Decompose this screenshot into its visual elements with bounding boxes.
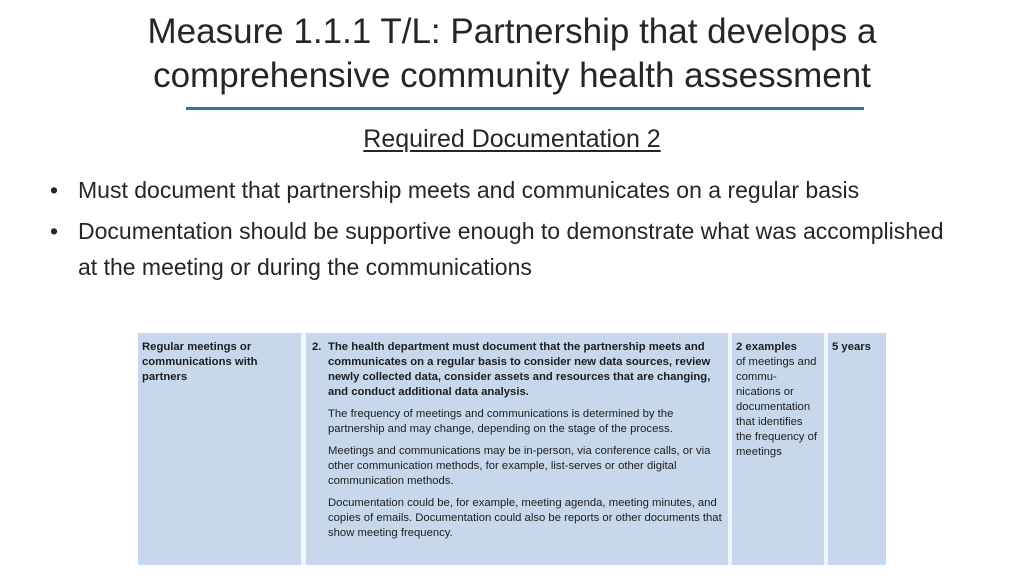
requirement-text: The health department must document that the partnership meets and communicates on a regular basis to consider new data sources, review newly collected data, consider assets and resources that are changing, and conduct additional data analysis. <box>328 341 711 398</box>
slide-title <box>0 10 1024 98</box>
examples-cell <box>732 333 824 565</box>
slide-subtitle: Required Documentation 2 <box>363 125 661 153</box>
bullet-list <box>44 172 964 290</box>
title-underline-rule <box>186 107 864 110</box>
bullet-dot-icon: • <box>50 177 59 203</box>
bullet-dot-icon: • <box>50 218 59 244</box>
bullet-text: Documentation should be supportive enough to demonstrate what was accomplished at the meeting or during the communications <box>78 218 944 280</box>
guidance-paragraph: Meetings and communications may be in-person, via conference calls, or via other communication methods, for example, list-serves or other digital communication methods. <box>328 445 711 487</box>
guidance-paragraph: The frequency of meetings and communications is determined by the partnership and may change, depending on the stage of the process. <box>328 408 674 435</box>
requirement-cell <box>306 333 728 565</box>
topic-cell: Regular meetings or communications with partners <box>138 333 301 565</box>
slide-title-line-1: Measure 1.1.1 T/L: Partnership that develops a <box>147 12 877 51</box>
bullet-text: Must document that partnership meets and communicates on a regular basis <box>78 177 860 203</box>
slide-title-line-2: comprehensive community health assessment <box>153 56 871 95</box>
bullet-item <box>44 213 964 285</box>
timeframe-cell: 5 years <box>828 333 886 565</box>
requirement-number: 2. <box>312 341 322 353</box>
requirement-heading <box>312 340 724 400</box>
guidance-paragraph: Documentation could be, for example, meeting agenda, meeting minutes, and copies of emails. Documentation could also be reports or other documents that show meeting frequency. <box>328 497 722 539</box>
examples-description: of meetings and commu-nications or documentation that identifies the frequency of meetings <box>736 356 818 458</box>
bullet-item <box>44 172 964 208</box>
examples-count: 2 examples <box>736 341 797 353</box>
standards-excerpt-table <box>138 333 886 565</box>
